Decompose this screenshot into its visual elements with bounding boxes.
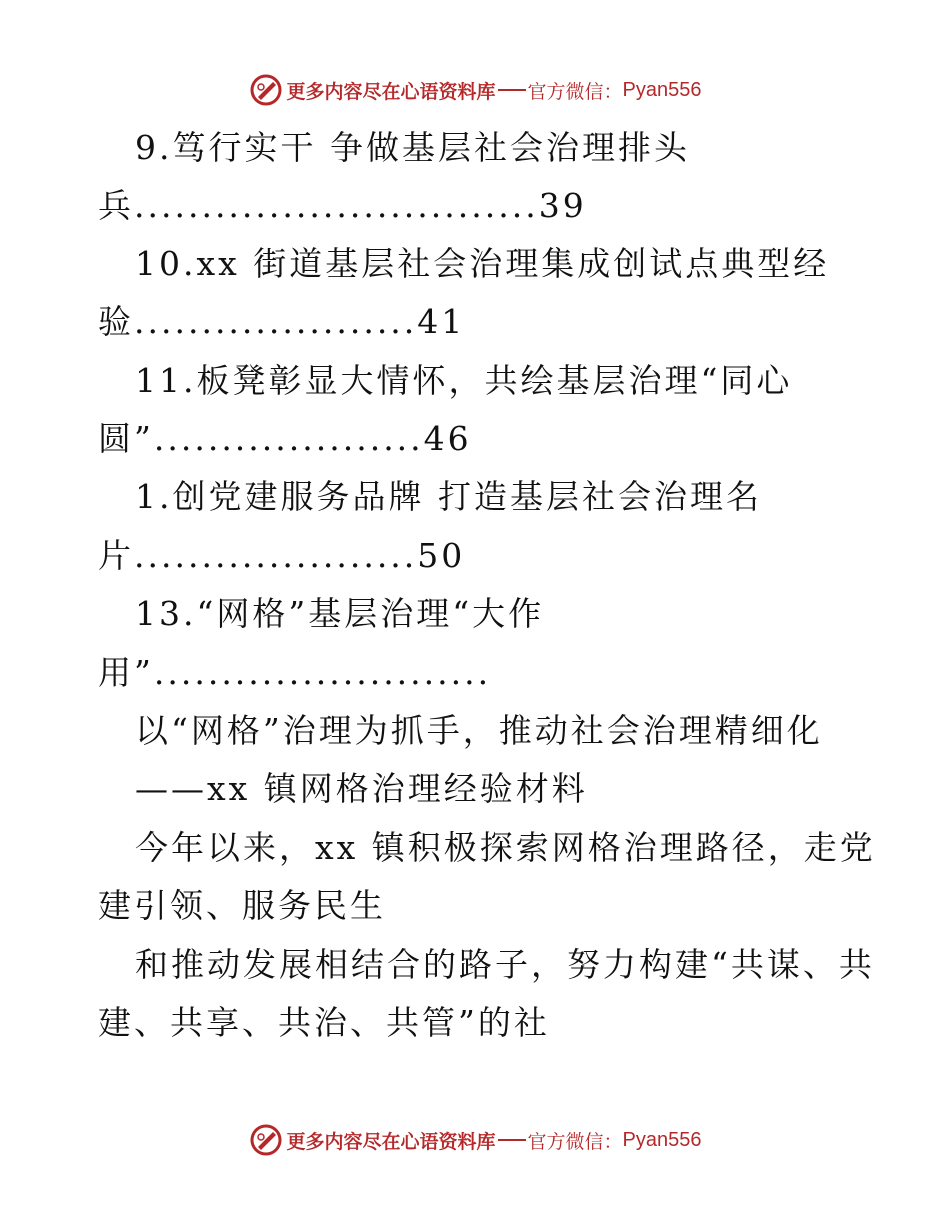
toc-entry-12-title: 1.创党建服务品牌 打造基层社会治理名 (135, 477, 762, 516)
banner-dash (498, 1139, 526, 1141)
wechat-id: Pyan556 (622, 1128, 702, 1151)
toc-entry-13-page: 用”......................... (98, 653, 492, 692)
paragraph-line: 建引领、服务民生 (98, 886, 386, 925)
paragraph-line: 和推动发展相结合的路子，努力构建“共谋、共 (135, 945, 875, 984)
footer-banner (0, 1120, 950, 1160)
toc-entry-9-page: 兵..............................39 (98, 186, 587, 225)
banner-text: 更多内容尽在心语资料库 (286, 1130, 496, 1153)
toc-entry-11-title: 11.板凳彰显大情怀，共绘基层治理“同心 (135, 361, 793, 400)
banner-text: 更多内容尽在心语资料库 (286, 80, 496, 103)
wechat-label: 官方微信： (527, 1130, 623, 1153)
toc-entry-11-page: 圆”....................46 (98, 419, 472, 458)
toc-entry-10-page: 验.....................41 (98, 302, 466, 341)
wechat-id: Pyan556 (622, 78, 702, 101)
header-banner (0, 70, 950, 110)
toc-entry-9-title: 9.笃行实干 争做基层社会治理排头 (135, 128, 690, 167)
logo-icon (249, 1123, 283, 1157)
toc-entry-10-title: 10.xx 街道基层社会治理集成创试点典型经 (135, 244, 830, 283)
toc-entry-12-page: 片.....................50 (98, 536, 466, 575)
paragraph-line: 今年以来，xx 镇积极探索网格治理路径，走党 (135, 828, 876, 867)
banner-dash (498, 89, 526, 91)
wechat-label: 官方微信： (527, 80, 623, 103)
article-title: 以“网格”治理为抓手，推动社会治理精细化 (135, 711, 823, 750)
paragraph-line: 建、共享、共治、共管”的社 (98, 1003, 550, 1042)
logo-icon (249, 73, 283, 107)
toc-entry-13-title: 13.“网格”基层治理“大作 (135, 594, 545, 633)
article-subtitle: ——xx 镇网格治理经验材料 (135, 769, 588, 808)
